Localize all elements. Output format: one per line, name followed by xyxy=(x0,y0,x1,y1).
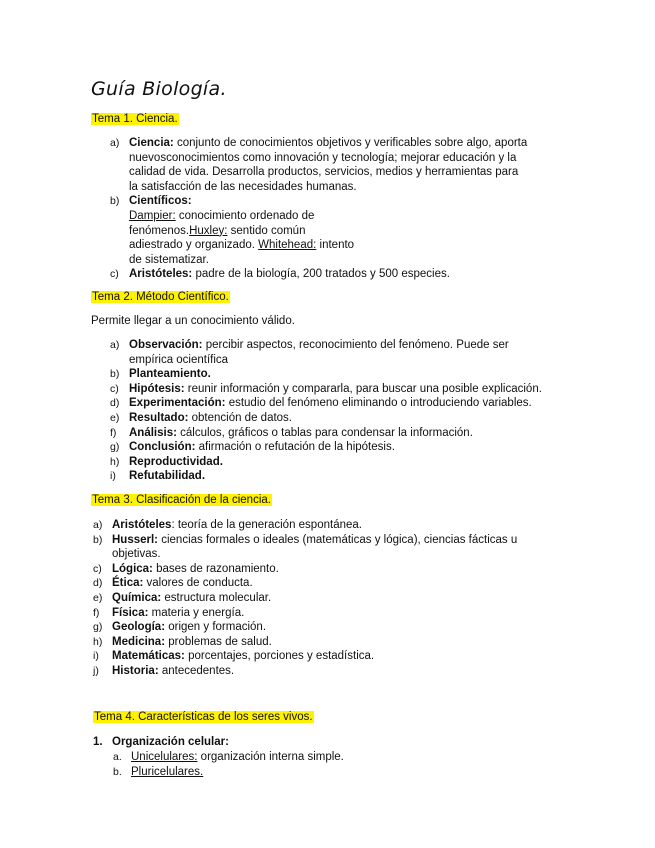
item-text: porcentajes, porciones y estadística. xyxy=(184,650,375,663)
document-title: Guía Biología. xyxy=(91,78,227,100)
list-item xyxy=(110,411,570,426)
tema4-heading-text: Tema 4. Características de los seres vivos. xyxy=(94,711,313,723)
list-item xyxy=(93,533,563,562)
list-item xyxy=(113,750,513,765)
list-marker: h) xyxy=(110,455,120,468)
list-item xyxy=(110,396,570,411)
item-text: cálculos, gráficos o tablas para condensar la información. xyxy=(176,426,473,439)
dampier-label: Dampier: xyxy=(129,209,176,222)
huxley-label: Huxley: xyxy=(189,224,228,237)
item-term: Matemáticas: xyxy=(112,650,185,663)
tema1-list xyxy=(110,136,570,282)
item-term: Observación: xyxy=(129,339,203,351)
item-text: adiestrado y organizado. xyxy=(129,239,259,252)
item-text: reunir información y compararla, para buscar una posible explicación. xyxy=(184,382,542,395)
tema3-heading-text: Tema 3. Clasificación de la ciencia. xyxy=(92,494,271,506)
item-term: Física: xyxy=(112,606,149,619)
list-marker: a. xyxy=(113,751,122,763)
tema2-heading-text: Tema 2. Método Científico. xyxy=(92,291,229,303)
list-item xyxy=(93,649,563,664)
tema3-heading xyxy=(91,494,272,506)
item-term: Medicina: xyxy=(112,635,166,648)
list-marker: b) xyxy=(110,368,120,381)
list-item xyxy=(93,606,563,621)
item-text: valores de conducta. xyxy=(143,577,253,590)
item-text: conjunto de conocimientos objetivos y verificables sobre algo, aporta xyxy=(176,137,528,149)
list-marker: c) xyxy=(93,562,102,575)
list-marker: i) xyxy=(110,470,116,483)
item-term: Científicos: xyxy=(129,195,192,208)
item-text: la satisfacción de las necesidades humanas. xyxy=(129,180,357,193)
item-term: Análisis: xyxy=(129,426,177,439)
item-term: Conclusión: xyxy=(129,441,196,454)
item-term: Organización celular: xyxy=(112,736,229,748)
list-item xyxy=(93,635,563,650)
list-item xyxy=(93,518,563,533)
list-marker: f) xyxy=(110,426,117,439)
list-marker: e) xyxy=(93,591,103,604)
list-item xyxy=(113,765,513,780)
list-item xyxy=(110,367,570,382)
item-text: sentido común xyxy=(227,224,306,237)
item-term: Geología: xyxy=(112,621,166,634)
item-term: Aristóteles: xyxy=(129,268,193,281)
tema1-heading-text: Tema 1. Ciencia. xyxy=(92,113,178,125)
item-text: materia y energía. xyxy=(148,606,245,619)
list-item xyxy=(93,620,563,635)
list-marker: i) xyxy=(93,650,99,663)
item-text: estructura molecular. xyxy=(161,591,272,604)
list-marker: c) xyxy=(110,268,119,281)
list-item xyxy=(93,562,563,577)
item-term: Ética: xyxy=(112,577,144,590)
list-item xyxy=(110,440,570,455)
item-term: Refutabilidad. xyxy=(129,470,206,483)
list-marker: g) xyxy=(110,441,120,454)
tema3-list xyxy=(93,518,563,679)
list-marker: d) xyxy=(93,577,103,590)
list-marker: 1. xyxy=(93,736,103,748)
list-marker: b) xyxy=(93,533,103,546)
item-term: Resultado: xyxy=(129,411,189,424)
list-item xyxy=(110,194,570,267)
item-term: Lógica: xyxy=(112,562,153,575)
tema2-list xyxy=(110,338,570,484)
tema2-intro: Permite llegar a un conocimiento válido. xyxy=(91,315,295,327)
tema4-sublist xyxy=(113,750,513,779)
item-text: origen y formación. xyxy=(165,621,267,634)
list-marker: d) xyxy=(110,397,120,410)
item-term: Aristóteles xyxy=(112,519,172,531)
item-term: Química: xyxy=(112,591,162,604)
item-term: Historia: xyxy=(112,664,159,677)
list-marker: a) xyxy=(93,519,103,531)
item-text: estudio del fenómeno eliminando o introduciendo variables. xyxy=(225,397,532,410)
item-term: Husserl: xyxy=(112,533,159,546)
list-marker: j) xyxy=(93,664,99,677)
list-marker: a) xyxy=(110,137,120,149)
whitehead-label: Whitehead: xyxy=(258,239,317,252)
item-text: de sistematizar. xyxy=(129,253,209,266)
item-text: bases de razonamiento. xyxy=(152,562,279,575)
list-item xyxy=(110,469,570,484)
item-text: fenómenos. xyxy=(129,224,190,237)
item-text: : teoría de la generación espontánea. xyxy=(171,519,362,531)
item-text: padre de la biología, 200 tratados y 500 especies. xyxy=(192,268,450,281)
list-item xyxy=(110,382,570,397)
item-text: antecedentes. xyxy=(158,664,235,677)
item-term: Ciencia: xyxy=(129,137,174,149)
item-term: Reproductividad. xyxy=(129,455,223,468)
tema4-heading xyxy=(93,711,314,723)
item-text: afirmación o refutación de la hipótesis. xyxy=(195,441,395,454)
tema4-item-1 xyxy=(93,735,229,750)
unicelulares-label: Unicelulares: xyxy=(131,751,198,763)
pluricelulares-label: Pluricelulares. xyxy=(131,765,204,778)
list-item xyxy=(93,591,563,606)
tema1-heading xyxy=(91,113,179,125)
list-marker: g) xyxy=(93,621,103,634)
list-marker: a) xyxy=(110,339,120,351)
list-item xyxy=(110,136,570,194)
item-text: objetivas. xyxy=(112,548,161,561)
list-marker: f) xyxy=(93,606,100,619)
item-text: nuevosconocimientos como innovación y tecnología; mejorar educación y la xyxy=(129,151,517,164)
item-text: organización interna simple. xyxy=(197,751,344,763)
list-marker: b) xyxy=(110,195,120,208)
list-marker: b. xyxy=(113,765,122,778)
tema2-heading xyxy=(91,291,230,303)
item-term: Hipótesis: xyxy=(129,382,185,395)
item-text: obtención de datos. xyxy=(188,411,293,424)
list-marker: c) xyxy=(110,382,119,395)
list-item xyxy=(110,267,570,282)
list-marker: e) xyxy=(110,411,120,424)
item-text: ciencias formales o ideales (matemáticas y lógica), ciencias fácticas u xyxy=(158,533,518,546)
item-text: calidad de vida. Desarrolla productos, servicios, medios y herramientas para xyxy=(129,166,519,179)
list-item xyxy=(93,664,563,679)
item-text: intento xyxy=(316,239,355,252)
list-item xyxy=(110,426,570,441)
item-text: conocimiento ordenado de xyxy=(175,209,315,222)
item-text: empírica ocientífica xyxy=(129,353,229,366)
item-term: Experimentación: xyxy=(129,397,226,410)
item-term: Planteamiento. xyxy=(129,368,211,381)
list-item xyxy=(93,576,563,591)
list-marker: h) xyxy=(93,635,103,648)
list-item xyxy=(110,338,570,367)
list-item xyxy=(110,455,570,470)
item-text: percibir aspectos, reconocimiento del fenómeno. Puede ser xyxy=(202,339,509,351)
item-text: problemas de salud. xyxy=(165,635,272,648)
